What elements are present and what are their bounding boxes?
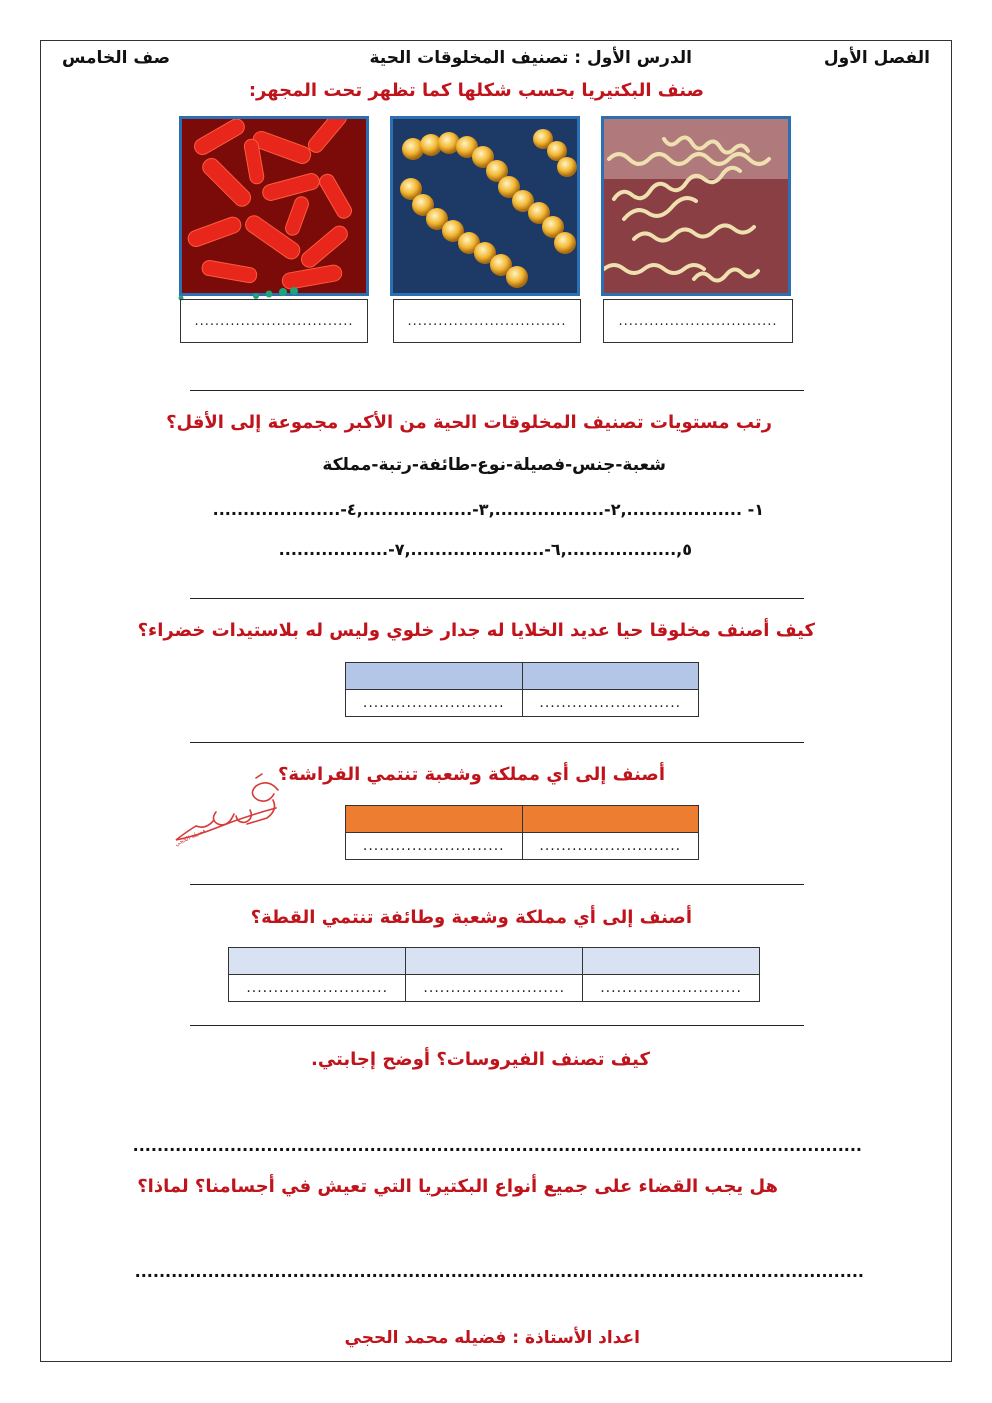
q2-answer-line-2[interactable]: ٥,..................,٦-......................,٧-..................	[278, 540, 692, 559]
q5-answer-cell[interactable]: ..........................	[406, 975, 583, 1002]
author-credit: اعداد الأستاذة : فضيله محمد الحجي	[344, 1328, 640, 1348]
lesson-title: الدرس الأول : تصنيف المخلوقات الحية	[369, 48, 692, 68]
q2-words: شعبة-جنس-فصيلة-نوع-طائفة-رتبة-مملكة	[322, 455, 666, 475]
q4-answer-cell[interactable]: ..........................	[346, 833, 523, 860]
q6-title: كيف تصنف الفيروسات؟ أوضح إجابتي.	[311, 1049, 650, 1070]
cocci-bacteria-image	[390, 116, 580, 296]
q5-table	[228, 947, 760, 1002]
q3-title: كيف أصنف مخلوقا حيا عديد الخلايا له جدار خلوي وليس له بلاستيدات خضراء؟	[137, 620, 815, 641]
spiral-answer-box[interactable]	[603, 299, 793, 343]
q2-title: رتب مستويات تصنيف المخلوقات الحية من الأكبر مجموعة إلى الأقل؟	[166, 412, 772, 433]
q5-header-cell	[583, 948, 760, 975]
rod-bacteria-image	[179, 116, 369, 296]
q5-answer-cell[interactable]: ..........................	[229, 975, 406, 1002]
cocci-answer-box[interactable]	[393, 299, 581, 343]
q4-title: أصنف إلى أي مملكة وشعبة تنتمي الفراشة؟	[277, 764, 665, 785]
q3-answer-cell[interactable]: ..........................	[346, 690, 523, 717]
grade-label: صف الخامس	[62, 48, 170, 68]
signature-caption: فضيلة الحجي	[173, 827, 207, 848]
q4-header-cell	[346, 806, 523, 833]
q5-answer-cell[interactable]: ..........................	[583, 975, 760, 1002]
rod-answer-box[interactable]	[180, 299, 368, 343]
q1-title: صنف البكتيريا بحسب شكلها كما تظهر تحت المجهر:	[248, 80, 704, 101]
q3-table	[345, 662, 699, 717]
q4-table	[345, 805, 699, 860]
q7-answer-line[interactable]: ........................................................................................................................	[134, 1262, 864, 1281]
rod-answer: ...............................	[194, 313, 354, 329]
divider	[190, 390, 804, 391]
divider	[190, 1025, 804, 1026]
divider	[190, 884, 804, 885]
q5-header-cell	[406, 948, 583, 975]
q7-title: هل يجب القضاء على جميع أنواع البكتيريا التي تعيش في أجسامنا؟ لماذا؟	[137, 1176, 778, 1197]
q4-answer-cell[interactable]: ..........................	[522, 833, 699, 860]
q3-header-cell	[346, 663, 523, 690]
spiral-bacteria-image	[601, 116, 791, 296]
q2-answer-line-1[interactable]: ١- ...................,٢-..................,٣-..................,٤-.....................	[212, 500, 764, 519]
teacher-signature	[168, 770, 293, 850]
divider	[190, 598, 804, 599]
spiral-answer: ...............................	[618, 313, 778, 329]
q4-header-cell	[522, 806, 699, 833]
q3-answer-cell[interactable]: ..........................	[522, 690, 699, 717]
q6-answer-line[interactable]: ........................................................................................................................	[132, 1136, 862, 1155]
q3-header-cell	[522, 663, 699, 690]
chapter-title: الفصل الأول	[823, 48, 930, 68]
q5-title: أصنف إلى أي مملكة وشعبة وطائفة تنتمي القطة؟	[250, 907, 692, 928]
q5-header-cell	[229, 948, 406, 975]
divider	[190, 742, 804, 743]
cocci-answer: ...............................	[407, 313, 567, 329]
